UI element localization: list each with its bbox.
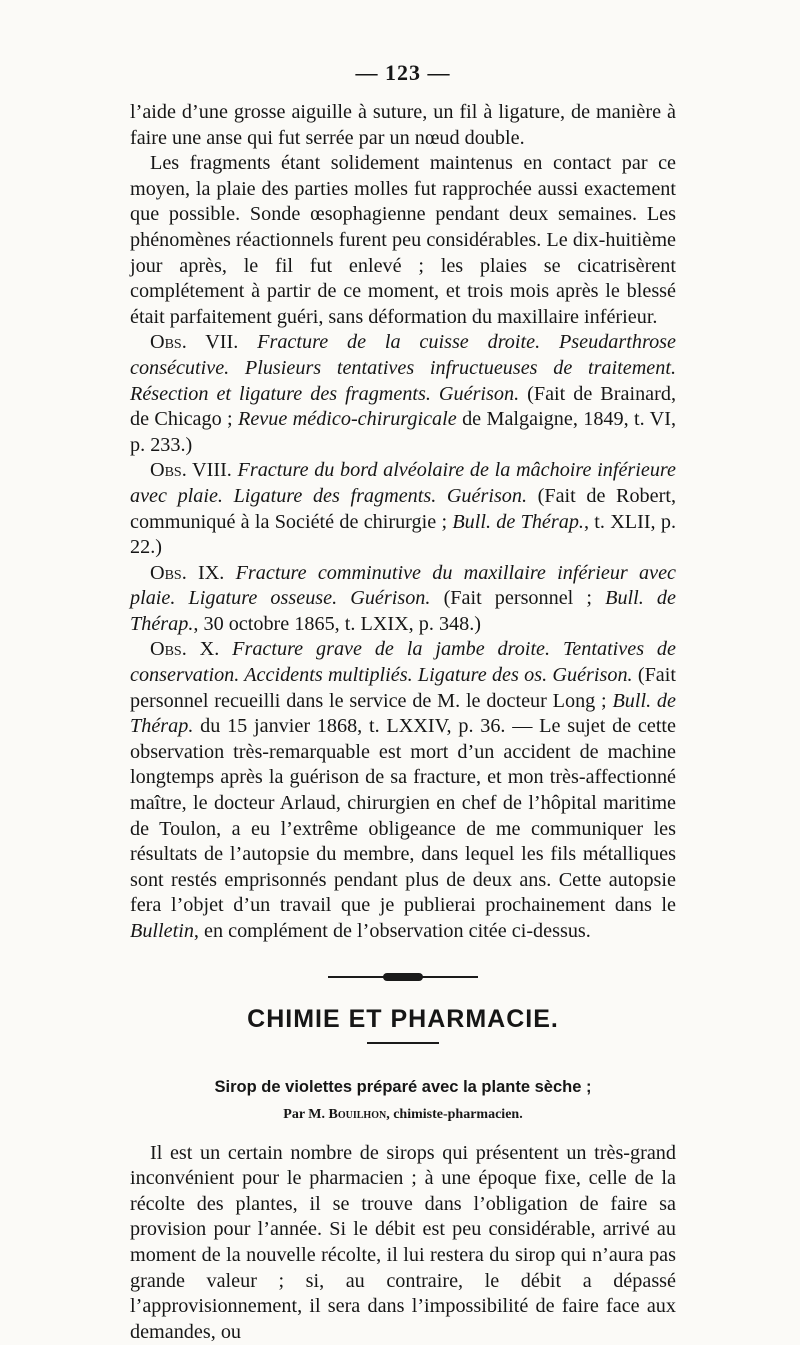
text-segment: l’aide d’une grosse aiguille à suture, un fil à ligature, de manière à faire une anse qui fut serrée par un nœud double.	[130, 101, 676, 149]
paragraph	[130, 458, 676, 560]
italic-text: Fracture grave de la jambe droite. Tentatives de conservation. Accidents multipliés. Ligature des os. Guérison.	[130, 638, 676, 687]
observation-label: Obs. IX.	[150, 561, 236, 584]
text-segment: , en complément de l’observation citée ci-dessus.	[193, 920, 591, 942]
section-separator	[328, 973, 478, 981]
italic-text: Fracture du bord alvéolaire de la mâchoire inférieure avec plaie. Ligature des fragments. Guérison.	[130, 459, 676, 507]
text-segment: (Fait personnel ;	[430, 587, 606, 610]
observation-label: Obs. VIII.	[150, 459, 238, 482]
paragraph	[130, 637, 676, 944]
text-segment: (Fait personnel recueilli dans le service de M. le docteur Long ;	[130, 664, 676, 712]
title-rule	[367, 1042, 439, 1044]
separator-ornament-icon	[383, 973, 423, 981]
text-segment: (Fait de Brainard, de Chicago ;	[130, 382, 676, 431]
italic-text: Revue médico-chirurgicale	[238, 408, 457, 431]
paragraph	[130, 151, 676, 330]
text-segment: , 30 octobre 1865, t. LXIX, p. 348.)	[193, 612, 481, 635]
text-segment: du 15 janvier 1868, t. LXXIV, p. 36. — Le sujet de cette observation très-remarquable est mort d’un accident de machine longtemps après la guérison de sa fracture, et mon très-affectionné maître, le docteur Arlaud, chirurgien en chef de l’hôpital maritime de Toulon, a eu l’extrême obligeance de me communiquer les résultats de l’autopsie du membre, dans lequel les fils métalliques sont restés emprisonnés pendant plus de deux ans. Cette autopsie fera l’objet d’un travail que je publierai prochainement dans le	[130, 715, 676, 917]
byline-suffix: , chimiste-pharmacien.	[386, 1106, 523, 1122]
italic-text: Fracture comminutive du maxillaire inférieur avec plaie. Ligature osseuse. Guérison.	[130, 561, 676, 610]
byline-prefix: Par M.	[283, 1106, 329, 1122]
text-segment: (Fait de Robert, communiqué à la Société de chirurgie ;	[130, 484, 676, 533]
text-segment: Les fragments étant solidement maintenus en contact par ce moyen, la plaie des parties molles fut rapprochée aussi exactement que possible. Sonde œsophagienne pendant deux semaines. Les phénomènes réactionnels furent peu considérables. Le dix-huitième jour après, le fil fut enlevé ; les plaies se cicatrisèrent complétement à partir de ce moment, et trois mois après le blessé était parfaitement guéri, sans déformation du maxillaire inférieur.	[130, 152, 676, 328]
text-segment: , t. XLII, p. 22.)	[130, 510, 676, 559]
observations-text	[130, 100, 676, 945]
italic-text: Bulletin	[130, 920, 194, 942]
paragraph	[130, 330, 676, 458]
observation-label: Obs. VII.	[150, 331, 258, 354]
article-text	[130, 1141, 676, 1345]
paragraph	[130, 1141, 676, 1345]
text-segment: Il est un certain nombre de sirops qui présentent un très-grand inconvénient pour le pharmacien ; à une époque fixe, celle de la récolte des plantes, il se trouve dans l’obligation de faire sa provision pour l’année. Si le débit est peu considérable, arrivé au moment de la nouvelle récolte, il lui restera du sirop qui n’aura pas grande valeur ; si, au contraire, le débit a dépassé l’approvisionnement, il sera dans l’impossibilité de faire face aux demandes, ou	[130, 1141, 676, 1343]
article-byline	[130, 1107, 676, 1123]
page-number: — 123 —	[355, 60, 451, 85]
paragraph	[130, 100, 676, 151]
article-title: Sirop de violettes préparé avec la plante sèche ;	[214, 1077, 592, 1096]
section-title: CHIMIE ET PHARMACIE.	[247, 1004, 559, 1033]
italic-text: Bull. de Thérap.	[130, 587, 676, 635]
italic-text: Bull. de Thérap.	[130, 689, 676, 738]
text-segment: de Malgaigne, 1849, t. VI, p. 233.)	[130, 408, 676, 456]
paragraph	[130, 561, 676, 638]
italic-text: Fracture de la cuisse droite. Pseudarthrose consécutive. Plusieurs tentatives infructueuses de traitement. Résection et ligature des fragments. Guérison.	[130, 331, 676, 405]
observation-label: Obs. X.	[150, 638, 233, 661]
italic-text: Bull. de Thérap.	[452, 510, 584, 533]
byline-author: Bouilhon	[328, 1106, 387, 1122]
